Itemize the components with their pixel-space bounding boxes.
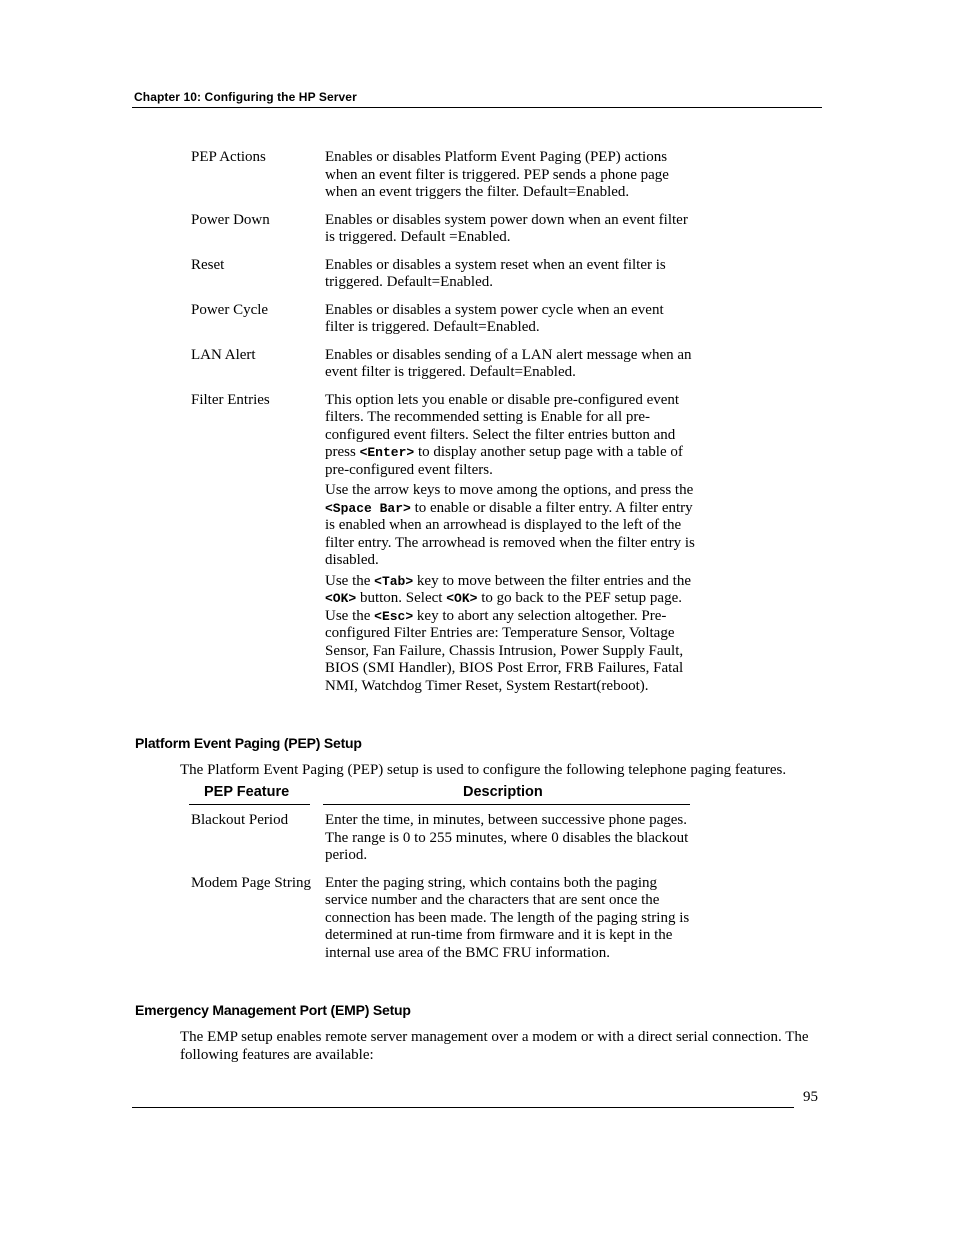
definition-row bbox=[191, 212, 711, 250]
description-column-rule bbox=[323, 804, 690, 805]
text-run: Enables or disables a system power cycle when an event filter is triggered. Default=Enabled. bbox=[325, 301, 664, 335]
key-name: <Space Bar> bbox=[325, 500, 411, 516]
option-term: Reset bbox=[191, 256, 225, 273]
text-run: key to abort any selection altogether. Pre-configured Filter Entries are: Temperature Sensor, Voltage Sensor, Fan Failure, Chassis Intrusion, Power Supply Fault, BIOS (SMI Handler), BIOS Post Error, FRB Failures, Fatal NMI, Watchdog Timer Reset, System Restart(reboot). bbox=[325, 607, 684, 694]
text-run: Enables or disables system power down when an event filter is triggered. Default =Enabled. bbox=[325, 211, 688, 245]
emp-section-intro: The EMP setup enables remote server management over a modem or with a direct serial connection. The following features are available: bbox=[180, 1029, 809, 1063]
chapter-header: Chapter 10: Configuring the HP Server bbox=[134, 90, 357, 104]
definition-row bbox=[191, 812, 711, 868]
description-column-header: Description bbox=[463, 784, 543, 800]
option-term: Power Down bbox=[191, 211, 270, 228]
text-run: button. Select bbox=[356, 590, 447, 606]
option-description bbox=[325, 212, 695, 250]
option-term: LAN Alert bbox=[191, 346, 256, 363]
text-run: Enables or disables a system reset when an event filter is triggered. Default=Enabled. bbox=[325, 256, 666, 290]
description-paragraph bbox=[325, 302, 695, 337]
header-rule bbox=[132, 107, 822, 108]
description-paragraph bbox=[325, 875, 695, 963]
text-run: Enables or disables Platform Event Paging (PEP) actions when an event filter is triggered. PEP sends a phone page when an event triggers the filter. Default=Enabled. bbox=[325, 149, 669, 200]
option-term: Power Cycle bbox=[191, 301, 269, 318]
text-run: Use the arrow keys to move among the options, and press the bbox=[325, 482, 694, 498]
description-paragraph bbox=[325, 812, 695, 865]
definition-row bbox=[191, 149, 711, 205]
text-run: Enter the paging string, which contains both the paging service number and the characters that are sent once the connection has been made. The length of the paging string is determined at run-time from firmware and it is kept in the internal use area of the BMC FRU information. bbox=[325, 874, 690, 961]
key-name: <Esc> bbox=[374, 608, 414, 624]
text-run: to display another setup page with a table of pre-configured event filters. bbox=[325, 444, 683, 478]
option-term: Modem Page String bbox=[191, 874, 311, 891]
option-term: PEP Actions bbox=[191, 149, 266, 165]
description-paragraph bbox=[325, 347, 695, 382]
key-name: <OK> bbox=[446, 591, 478, 606]
option-description bbox=[325, 347, 695, 385]
feature-column-rule bbox=[189, 804, 310, 805]
key-name: <Tab> bbox=[374, 573, 414, 589]
description-paragraph bbox=[325, 482, 695, 570]
pep-feature-column-header: PEP Feature bbox=[204, 784, 290, 800]
emp-section-heading: Emergency Management Port (EMP) Setup bbox=[135, 1002, 411, 1018]
option-description bbox=[325, 302, 695, 340]
text-run: Enables or disables sending of a LAN alert message when an event filter is triggered. Default=Enabled. bbox=[325, 346, 692, 380]
option-description bbox=[325, 812, 695, 868]
key-name: <OK> bbox=[325, 591, 357, 606]
text-run: to go back to the PEF setup page. Use the bbox=[325, 590, 682, 624]
option-description bbox=[325, 875, 695, 966]
text-run: This option lets you enable or disable pre-configured event filters. The recommended setting is Enable for all pre-configured event filters. Select the filter entries button and press bbox=[325, 391, 680, 460]
pep-section-intro: The Platform Event Paging (PEP) setup is used to configure the following telephone paging features. bbox=[180, 762, 787, 778]
description-paragraph bbox=[325, 392, 695, 480]
option-description bbox=[325, 392, 695, 699]
pep-feature-table bbox=[191, 812, 711, 965]
definition-row bbox=[191, 392, 711, 699]
text-run: to enable or disable a filter entry. A filter entry is enabled when an arrowhead is displayed to the left of the filter entry. The arrowhead is removed when the filter entry is disabled. bbox=[325, 499, 695, 568]
definition-row bbox=[191, 347, 711, 385]
definition-row bbox=[191, 257, 711, 295]
definition-row bbox=[191, 875, 711, 966]
option-description bbox=[325, 149, 695, 205]
description-paragraph bbox=[325, 149, 695, 202]
description-paragraph bbox=[325, 212, 695, 247]
option-definition-list bbox=[191, 149, 711, 698]
description-paragraph bbox=[325, 573, 695, 696]
option-description bbox=[325, 257, 695, 295]
pep-section-heading: Platform Event Paging (PEP) Setup bbox=[135, 735, 362, 751]
page-number: 95 bbox=[803, 1089, 818, 1105]
key-name: <Enter> bbox=[359, 445, 415, 460]
option-term: Filter Entries bbox=[191, 391, 270, 408]
footer-rule bbox=[132, 1107, 794, 1108]
option-term: Blackout Period bbox=[191, 812, 289, 828]
text-run: Enter the time, in minutes, between successive phone pages. The range is 0 to 255 minutes, where 0 disables the blackout period. bbox=[325, 812, 689, 863]
text-run: Use the bbox=[325, 572, 375, 589]
description-paragraph bbox=[325, 257, 695, 292]
definition-row bbox=[191, 302, 711, 340]
text-run: key to move between the filter entries and the bbox=[413, 572, 691, 589]
